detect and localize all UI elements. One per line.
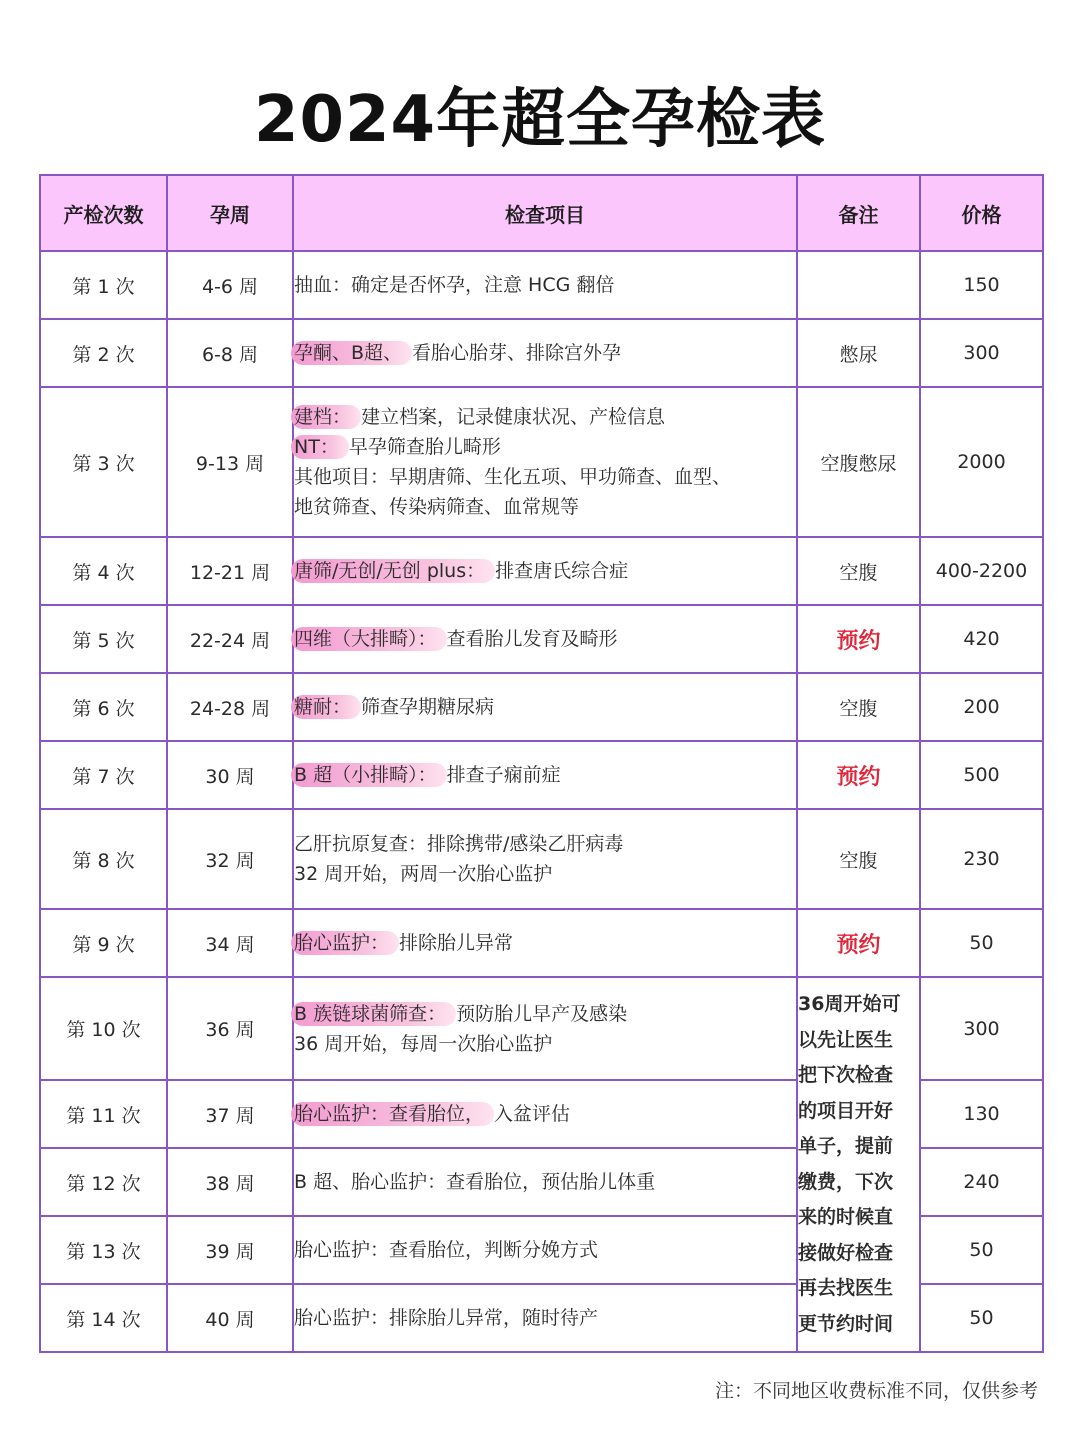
footnote: 注：不同地区收费标准不同，仅供参考 [714,1380,1038,1402]
table-row [40,909,1043,977]
appointment-note: 预约 [836,932,881,958]
week-cell: 6-8 周 [167,319,293,387]
item-text: 其他项目：早期唐筛、生化五项、甲功筛查、血型、 [294,466,732,488]
week-cell: 9-13 周 [167,387,293,537]
page-title: 2024年超全孕检表 [253,83,827,157]
item-text: 查看胎儿发育及畸形 [446,628,618,650]
advice-line: 更节约时间 [798,1312,894,1335]
item-text: 胎心监护：查看胎位，判断分娩方式 [294,1239,599,1261]
note-cell: 空腹 [797,673,920,741]
table-row [40,537,1043,605]
visit-cell: 第 8 次 [40,809,167,909]
price-cell: 400-2200 [920,537,1043,605]
week-cell: 37 周 [167,1080,293,1148]
advice-line: 缴费，下次 [798,1170,894,1193]
price-cell: 300 [920,319,1043,387]
table-row [40,809,1043,909]
items-cell [293,1216,797,1284]
table-row [40,741,1043,809]
items-cell [293,1080,797,1148]
header-visit: 产检次数 [40,175,167,251]
visit-cell: 第 11 次 [40,1080,167,1148]
highlight-label: 建档： [291,405,361,429]
visit-cell: 第 9 次 [40,909,167,977]
week-cell: 39 周 [167,1216,293,1284]
visit-cell: 第 2 次 [40,319,167,387]
advice-line: 单子，提前 [798,1135,894,1157]
items-cell [293,809,797,909]
visit-cell: 第 1 次 [40,251,167,319]
item-text: 早孕筛查胎儿畸形 [348,436,501,458]
items-cell [293,605,797,673]
items-cell [293,673,797,741]
price-cell: 230 [920,809,1043,909]
items-cell [293,741,797,809]
table-row [40,319,1043,387]
advice-line: 36周开始可 [798,993,901,1015]
item-text: 排查子痫前症 [446,764,561,786]
visit-cell: 第 6 次 [40,673,167,741]
advice-line: 接做好检查 [798,1241,894,1264]
items-cell [293,1284,797,1352]
week-cell: 12-21 周 [167,537,293,605]
table-row [40,977,1043,1080]
price-cell: 50 [920,1216,1043,1284]
highlight-label: B 族链球菌筛查： [291,1002,456,1026]
item-text: 抽血：确定是否怀孕，注意 HCG 翻倍 [294,274,615,296]
highlight-label: NT： [291,435,349,459]
week-cell: 30 周 [167,741,293,809]
price-cell: 150 [920,251,1043,319]
price-cell: 50 [920,1284,1043,1352]
item-text: 建立档案，记录健康状况、产检信息 [361,406,666,428]
week-cell: 32 周 [167,809,293,909]
merged-advice-note [797,977,920,1352]
header-notes: 备注 [797,175,920,251]
item-text: 预防胎儿早产及感染 [456,1002,628,1025]
highlight-label: 四维（大排畸）： [291,627,447,651]
item-text: 看胎心胎芽、排除宫外孕 [412,342,622,364]
week-cell: 22-24 周 [167,605,293,673]
items-cell [293,537,797,605]
note-cell: 憋尿 [797,319,920,387]
highlight-label: 糖耐： [291,695,361,719]
advice-line: 把下次检查 [798,1064,894,1086]
highlight-label: B 超（小排畸）： [291,763,447,787]
price-cell: 2000 [920,387,1043,537]
item-text: 胎心监护：排除胎儿异常，随时待产 [294,1307,599,1329]
item-text: 36 周开始，每周一次胎心监护 [294,1032,553,1055]
week-cell: 38 周 [167,1148,293,1216]
table-header-row [40,175,1043,251]
table-row [40,251,1043,319]
week-cell: 4-6 周 [167,251,293,319]
item-text: 筛查孕期糖尿病 [361,696,495,718]
note-cell [797,741,920,809]
note-cell [797,605,920,673]
price-cell: 500 [920,741,1043,809]
items-cell [293,909,797,977]
price-cell: 420 [920,605,1043,673]
price-cell: 300 [920,977,1043,1080]
items-cell [293,251,797,319]
visit-cell: 第 4 次 [40,537,167,605]
item-text: 乙肝抗原复查：排除携带/感染乙肝病毒 [294,833,624,855]
note-cell [797,909,920,977]
item-text: 入盆评估 [494,1103,571,1125]
visit-cell: 第 13 次 [40,1216,167,1284]
advice-line: 以先让医生 [798,1028,894,1051]
item-text: 32 周开始，两周一次胎心监护 [294,863,553,885]
advice-line: 来的时候直 [798,1206,894,1228]
items-cell [293,977,797,1080]
advice-line: 再去找医生 [798,1277,894,1299]
item-text: B 超、胎心监护：查看胎位，预估胎儿体重 [294,1171,656,1193]
price-cell: 200 [920,673,1043,741]
note-cell: 空腹 [797,809,920,909]
week-cell: 24-28 周 [167,673,293,741]
item-text: 排查唐氏综合症 [495,560,629,582]
table-row [40,605,1043,673]
price-cell: 240 [920,1148,1043,1216]
highlight-label: 孕酮、B超、 [291,341,412,365]
items-cell [293,319,797,387]
highlight-label: 唐筛/无创/无创 plus： [291,559,495,583]
note-cell [797,251,920,319]
table-row [40,387,1043,537]
note-cell: 空腹憋尿 [797,387,920,537]
price-cell: 50 [920,909,1043,977]
visit-cell: 第 7 次 [40,741,167,809]
visit-cell: 第 10 次 [40,977,167,1080]
visit-cell: 第 14 次 [40,1284,167,1352]
prenatal-exam-table [39,174,1044,1353]
item-text: 地贫筛查、传染病筛查、血常规等 [294,496,580,518]
visit-cell: 第 5 次 [40,605,167,673]
items-cell [293,387,797,537]
appointment-note: 预约 [836,764,881,790]
header-price: 价格 [920,175,1043,251]
visit-cell: 第 12 次 [40,1148,167,1216]
week-cell: 36 周 [167,977,293,1080]
item-text: 排除胎儿异常 [399,932,514,954]
header-week: 孕周 [167,175,293,251]
header-items: 检查项目 [293,175,797,251]
week-cell: 34 周 [167,909,293,977]
appointment-note: 预约 [836,628,881,654]
table-row [40,673,1043,741]
highlight-label: 胎心监护：查看胎位， [291,1102,494,1126]
price-cell: 130 [920,1080,1043,1148]
highlight-label: 胎心监护： [291,931,399,955]
visit-cell: 第 3 次 [40,387,167,537]
note-cell: 空腹 [797,537,920,605]
advice-line: 的项目开好 [798,1099,894,1122]
week-cell: 40 周 [167,1284,293,1352]
items-cell [293,1148,797,1216]
